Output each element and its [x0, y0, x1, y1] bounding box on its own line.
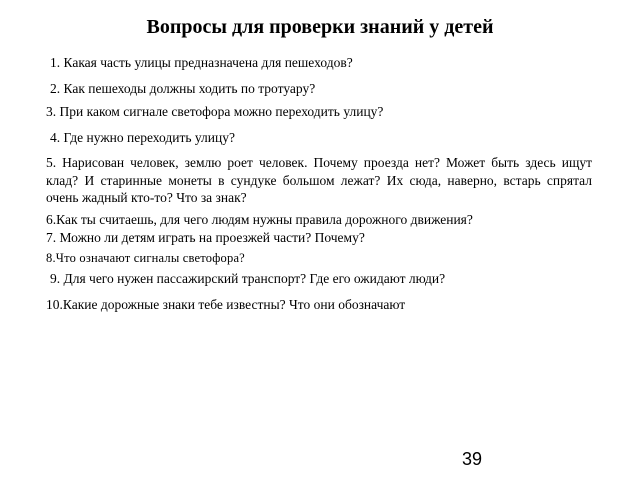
question-9: 9. Для чего нужен пассажирский транспорт? Где его ожидают люди?	[50, 271, 446, 286]
page-title: Вопросы для проверки знаний у детей	[146, 16, 494, 38]
question-4: 4. Где нужно переходить улицу?	[50, 130, 235, 145]
question-6: 6.Как ты считаешь, для чего людям нужны правила дорожного движения?	[46, 212, 473, 227]
question-1: 1. Какая часть улицы предназначена для пешеходов?	[50, 55, 353, 70]
question-2: 2. Как пешеходы должны ходить по тротуару?	[50, 81, 316, 96]
question-10: 10.Какие дорожные знаки тебе известны? Что они обозначают	[46, 297, 406, 312]
question-5: 5. Нарисован человек, землю роет человек. Почему проезда нет? Может быть здесь ищут клад? И старинные монеты в сундуке большом лежат? Их сюда, наверно, встарь спрятал очень жадный кто-то? Что за знак?	[46, 155, 592, 205]
question-3: 3. При каком сигнале светофора можно переходить улицу?	[46, 104, 384, 119]
page-number: 39	[462, 449, 483, 469]
question-8: 8.Что означают сигналы светофора?	[46, 251, 245, 265]
question-7: 7. Можно ли детям играть на проезжей части? Почему?	[46, 230, 365, 245]
